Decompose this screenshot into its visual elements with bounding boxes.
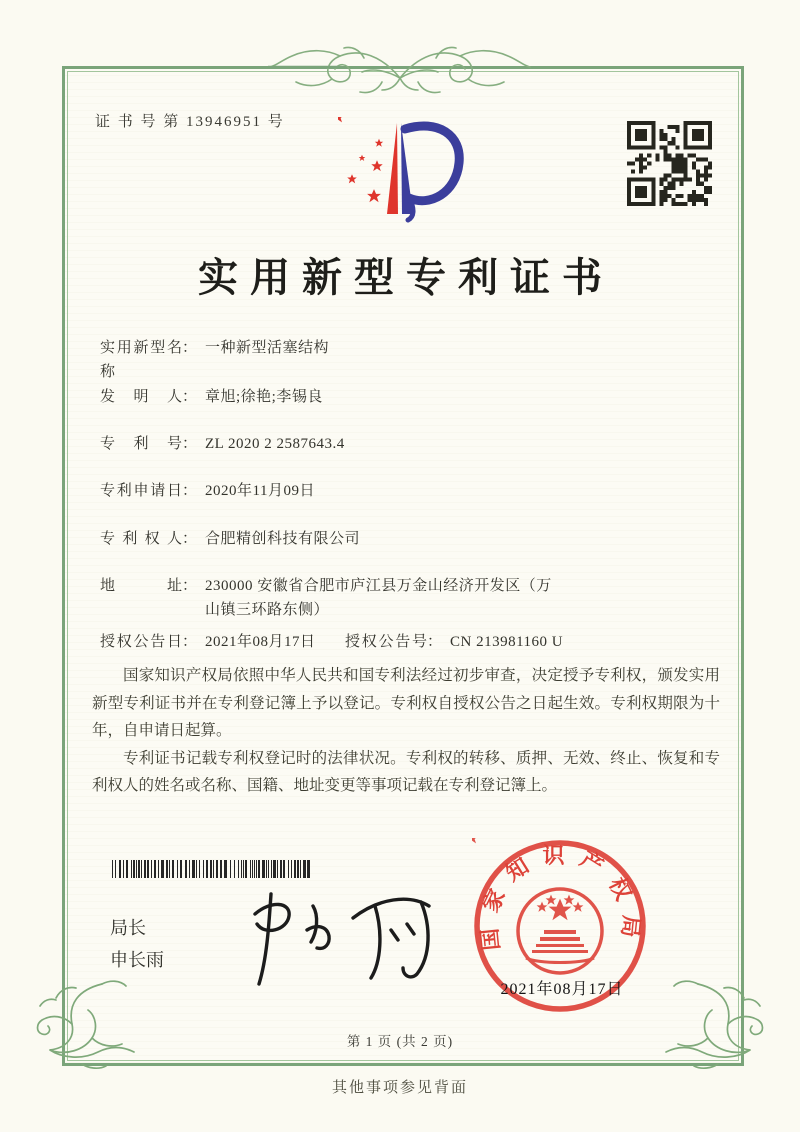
field-label: 授权公告号 xyxy=(345,634,427,650)
seal-date: 2021年08月17日 xyxy=(500,981,624,998)
certificate-number: 证 书 号 第 13946951 号 xyxy=(95,114,285,130)
top-border-ornament xyxy=(268,36,532,100)
commissioner-title: 局长 xyxy=(110,918,146,938)
commissioner-signature xyxy=(225,878,445,996)
field-value: 2020年11月09日 xyxy=(205,483,315,499)
cnipa-logo-icon xyxy=(338,117,470,223)
field-label: 专利申请日 xyxy=(100,483,182,499)
field-value: CN 213981160 U xyxy=(450,634,564,650)
page-number: 第 1 页 (共 2 页) xyxy=(346,1034,454,1049)
field-colon: ： xyxy=(182,436,198,452)
field-colon: ： xyxy=(182,578,198,594)
commissioner-name: 申长雨 xyxy=(110,950,164,970)
field-value: ZL 2020 2 2587643.4 xyxy=(205,436,345,452)
field-label: 地址 xyxy=(100,578,182,594)
field-value: 2021年08月17日 xyxy=(205,634,316,650)
field-label: 实用新型名称 xyxy=(100,340,182,380)
field-value: 章旭;徐艳;李锡良 xyxy=(205,389,323,405)
bottom-left-corner-ornament xyxy=(26,976,140,1078)
legal-text xyxy=(92,662,720,800)
field-row-patentee xyxy=(100,527,360,551)
qr-code xyxy=(627,121,712,206)
field-row-address xyxy=(100,574,567,622)
field-row-grant-date xyxy=(100,630,316,654)
field-label: 专利号 xyxy=(100,436,182,452)
legal-paragraph-2: 专利证书记载专利权登记时的法律状况。专利权的转移、质押、无效、终止、恢复和专利权人的姓名或名称、国籍、地址变更等事项记载在专利登记簿上。 xyxy=(92,749,720,794)
field-value: 230000 安徽省合肥市庐江县万金山经济开发区（万山镇三环路东侧） xyxy=(205,578,552,618)
field-colon: ： xyxy=(182,531,198,547)
field-colon: ： xyxy=(427,634,443,650)
field-row-patent-number xyxy=(100,432,345,456)
barcode xyxy=(112,860,312,878)
field-row-inventor xyxy=(100,385,323,409)
certificate-title: 实用新型专利证书 xyxy=(198,255,614,300)
field-colon: ： xyxy=(182,340,198,356)
field-colon: ： xyxy=(182,389,198,405)
field-label: 专利权人 xyxy=(100,531,182,547)
field-value: 一种新型活塞结构 xyxy=(205,340,330,356)
field-row-filing-date xyxy=(100,479,315,503)
seal-ring-text: 国家知识产权局 xyxy=(475,842,645,952)
field-row-name xyxy=(100,336,329,384)
field-row-grant-number xyxy=(345,630,563,654)
legal-paragraph-1: 国家知识产权局依照中华人民共和国专利法经过初步审查，决定授予专利权，颁发实用新型专利证书并在专利登记簿上予以登记。专利权自授权公告之日起生效。专利权期限为十年，自申请日起算。 xyxy=(92,667,720,739)
bottom-right-corner-ornament xyxy=(660,976,774,1078)
field-label: 发明人 xyxy=(100,389,182,405)
back-side-note: 其他事项参见背面 xyxy=(331,1080,468,1096)
field-colon: ： xyxy=(182,483,198,499)
field-label: 授权公告日 xyxy=(100,634,182,650)
field-value: 合肥精创科技有限公司 xyxy=(205,531,361,547)
field-colon: ： xyxy=(182,634,198,650)
svg-text:国家知识产权局 xyxy=(476,843,645,952)
